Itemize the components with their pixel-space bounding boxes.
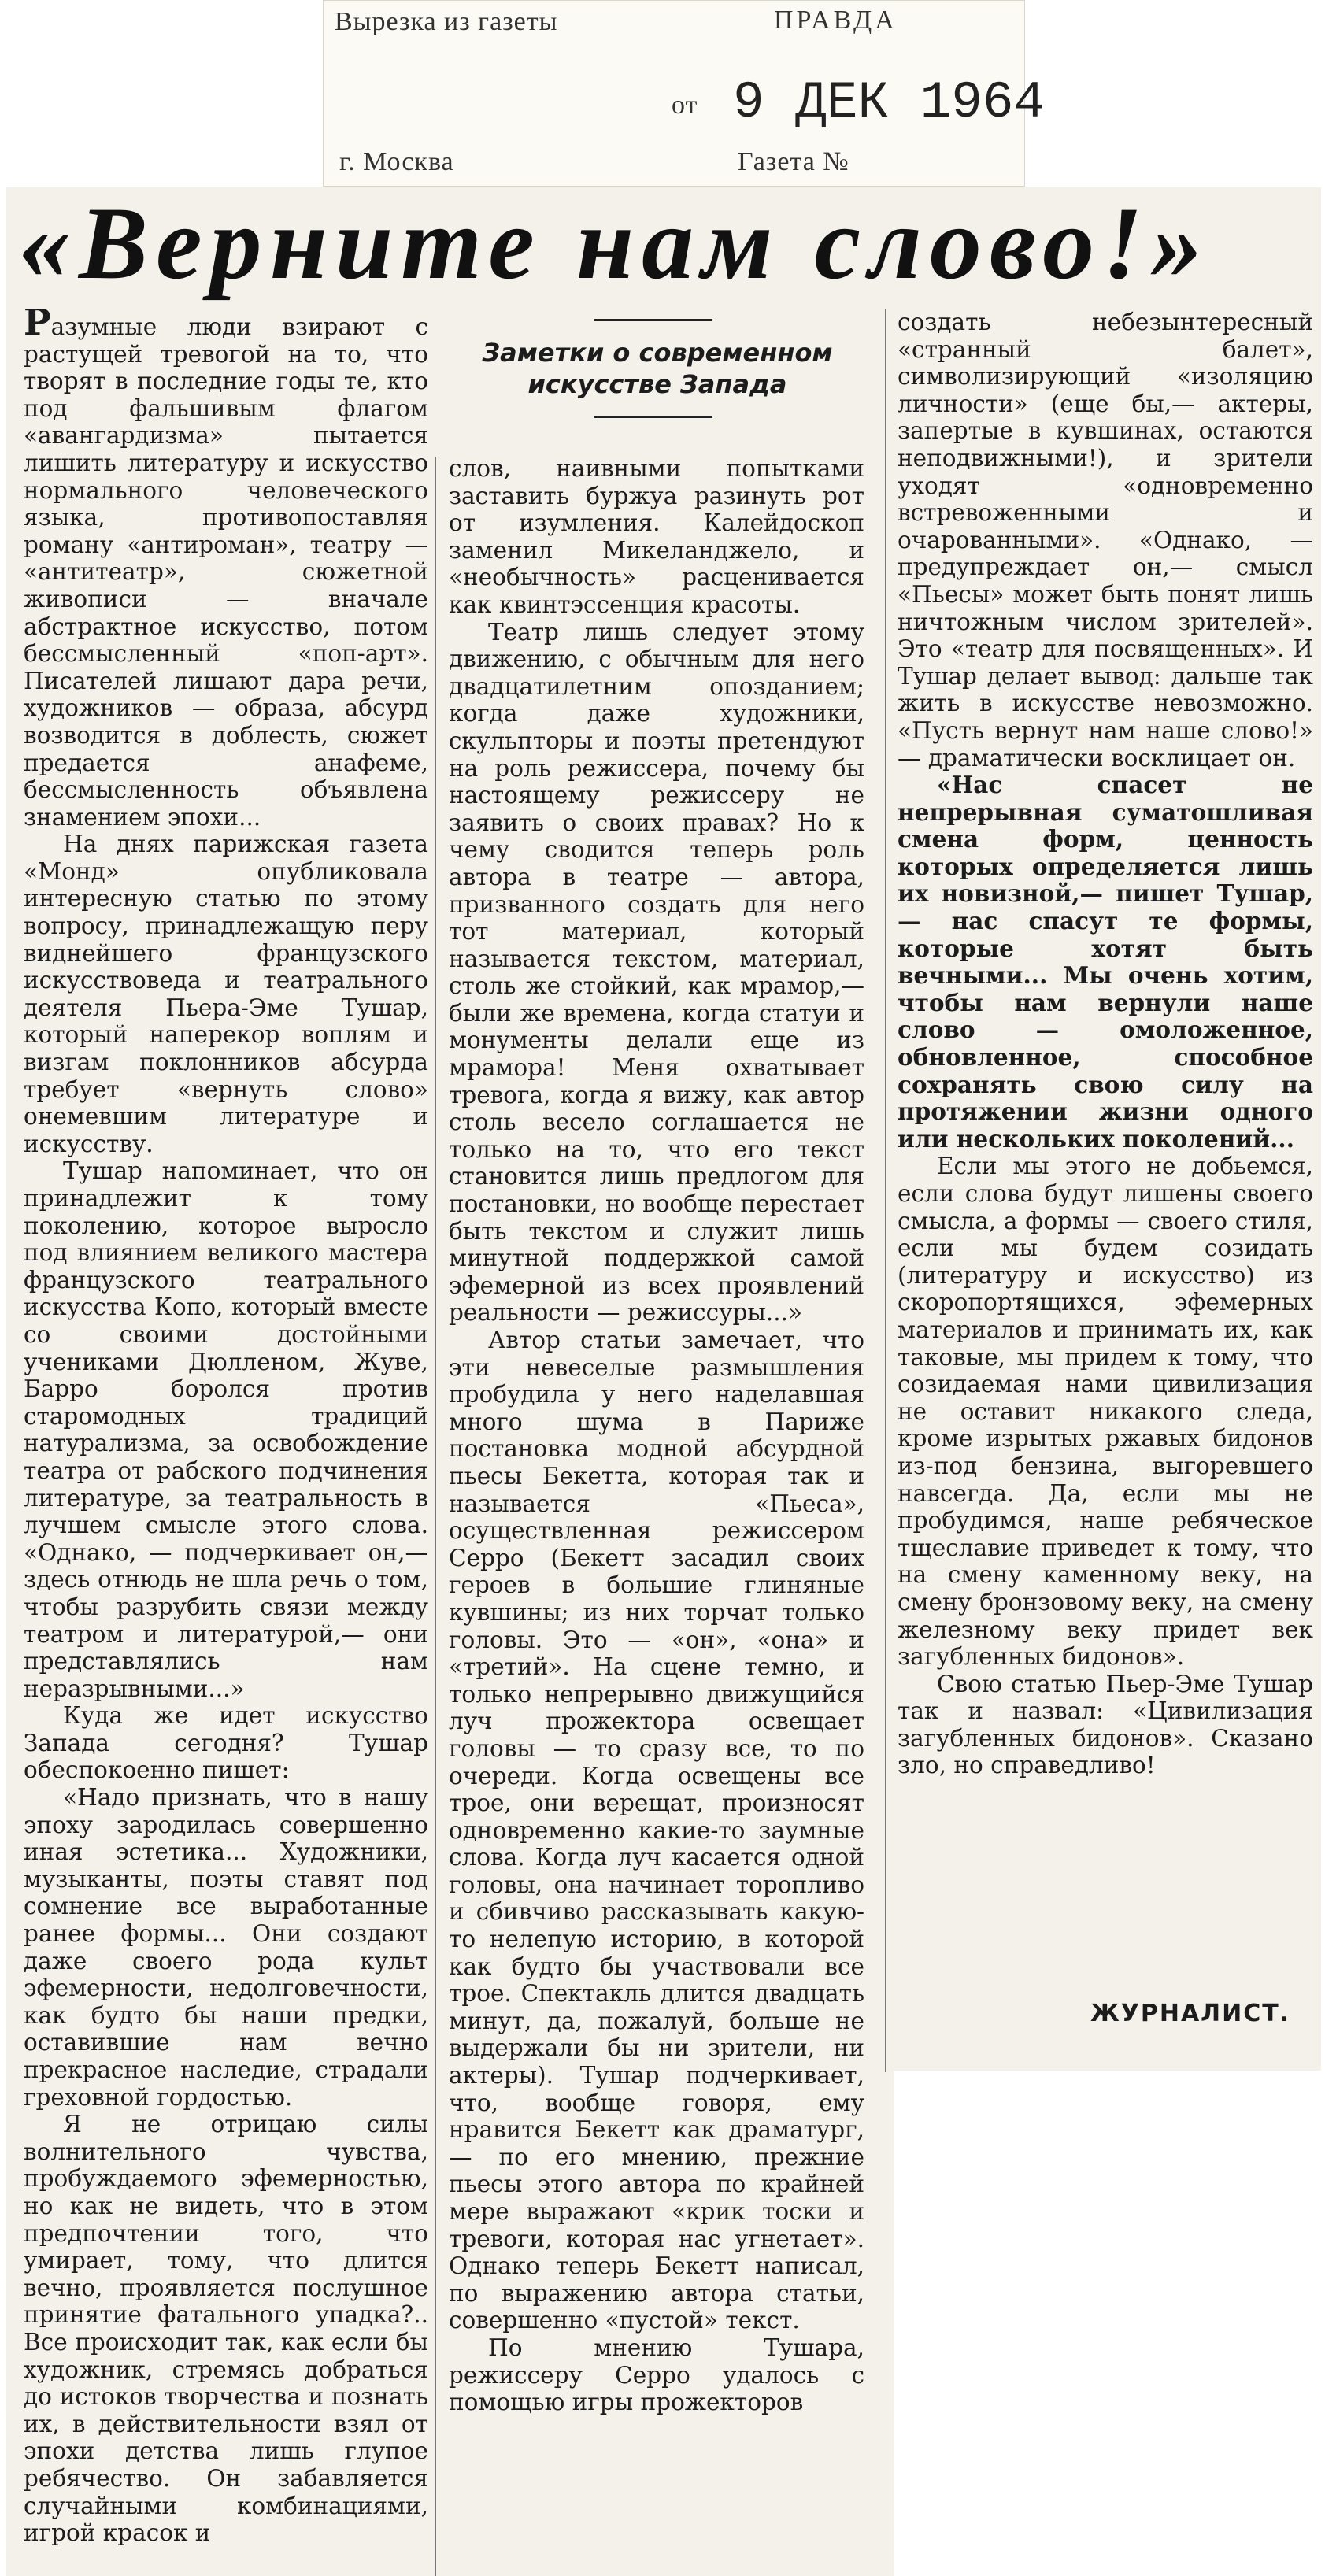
blank-area (894, 2071, 1325, 2576)
article-title: «Верните нам слово!» (19, 185, 1211, 301)
clipping-label (323, 0, 1046, 187)
paragraph: «Надо признать, что в нашу эпоху зародилась совершенно иная эстетика... Художники, музыканты, поэты ставят под сомнение все выработанные ранее формы... Они создают даже своего рода культ эфемерности, недолговечности, как будто бы наши предки, оставившие нам вечно прекрасное наследие, страдали греховной гордостью. (24, 1784, 428, 2111)
paragraph: Свою статью Пьер-Эме Тушар так и назвал: «Цивилизация загубленных бидонов». Сказано зло, но справедливо! (898, 1670, 1313, 1779)
paragraph: создать небезынтересный «странный балет», символизирующий «изоляцию личности» (еще бы,— актеры, запертые в кувшинах, остаются неподвижными!), и зрители уходят «одновременно встревоженными и очарованными». «Однако, — предупреждает он,— смысл «Пьесы» может быть понят лишь ничтожным числом зрителей». Это «театр для посвященных». И Тушар делает вывод: дальше так жить в искусстве невозможно. «Пусть вернут нам наше слово!» — драматически восклицает он. (898, 309, 1313, 772)
author-signature: ЖУРНАЛИСТ. (1090, 2000, 1291, 2027)
paragraph: Если мы этого не добьемся, если слова будут лишены своего смысла, а формы — своего стиля, если мы будем созидать (литературу и искусство) из скоропортящихся, эфемерных материалов и принимать их, как таковые, мы придем к тому, что созидаемая нами цивилизация не оставит никакого следа, кроме изрытых ржавых бидонов из-под бензина, выгоревшего навсегда. Да, если мы не пробудимся, наше ребяческое тщеславие приведет к тому, что на смену каменному веку, на смену бронзовому веку, на смену железному веку придет век загубленных бидонов». (898, 1153, 1313, 1671)
newspaper-name: ПРАВДА (774, 6, 898, 35)
paragraph: Тушар напоминает, что он принадлежит к тому поколению, которое выросло под влиянием великого мастера французского театрального искусства Копо, который вместе со своими достойными учениками Дюлленом, Жуве, Барро боролся против старомодных традиций натурализма, за освобождение театра от рабского подчинения литературе, за театральность в лучшем смысле этого слова. «Однако, — подчеркивает он,— здесь отнюдь не шла речь о том, чтобы разрубить связи между театром и литературой,— они представлялись нам неразрывными...» (24, 1157, 428, 1702)
column-divider (885, 309, 886, 2072)
paragraph: Автор статьи замечает, что эти невеселые размышления пробудила у него наделавшая много шума в Париже постановка модной абсурдной пьесы Бекетта, которая так и называется «Пьеса», осуществленная режиссером Серро (Бекетт засадил своих героев в большие глиняные кувшины; из них торчат только головы. Это — «он», «она» и «третий». На сцене темно, и только непрерывно движущийся луч прожектора освещает головы — то сразу все, то по очереди. Когда освещены все трое, они верещат, произносят одновременно какие-то заумные слова. Когда луч касается одной головы, она начинает торопливо и сбивчиво рассказывать какую-то нелепую историю, в которой как будто бы участвовали все трое. Спектакль длится двадцать минут, да, пожалуй, больше не выдержали бы ни зрители, ни актеры). Тушар подчеркивает, что, вообще говоря, ему нравится Бекетт как драматург,— по его мнению, прежние пьесы этого автора по крайней мере выражают «крик тоски и тревоги, которая нас угнетает». Однако теперь Бекетт написал, по выражению автора статьи, совершенно «пустой» текст. (449, 1327, 864, 2334)
paragraph: слов, наивными попытками заставить буржуа разинуть рот от изумления. Калейдоскоп заменил Микеланджело, и «необычность» расценивается как квинтэссенция красоты. (449, 455, 864, 618)
article-column-2 (449, 455, 864, 2576)
paragraph: Театр лишь следует этому движению, с обычным для него двадцатилетним опозданием; когда даже художники, скульпторы и поэты претендуют на роль режиссера, почему бы настоящему режиссеру не заявить о своих правах? Но к чему сводится теперь роль автора в театре — автора, призванного создать для него тот материал, который называется текстом, материал, столь же стойкий, как мрамор,— были же времена, когда статуи и монументы делали еще из мрамора! Меня охватывает тревога, когда я вижу, как автор столь весело соглашается не только на то, что его текст становится лишь предлогом для постановки, но вообще перестает быть текстом и служит лишь минутной поддержкой самой эфемерной из всех проявлений реальности — режиссуры...» (449, 618, 864, 1327)
paragraph: По мнению Тушара, режиссеру Серро удалось с помощью игры прожекторов (449, 2334, 864, 2416)
paragraph: На днях парижская газета «Монд» опубликовала интересную статью по этому вопросу, принадлежащую перу виднейшего французского искусствоведа и театрального деятеля Пьера-Эме Тушар, который наперекор воплям и визгам поклонников абсурда требует «вернуть слово» онемевшим литературе и искусству. (24, 831, 428, 1157)
paragraph: Я не отрицаю силы волнительного чувства, пробуждаемого эфемерностью, но как не видеть, что в этом предпочтении того, что умирает, тому, что длится вечно, проявляется послушное принятие фатального упадка?.. Все происходит так, как если бы художник, стремясь добраться до истоков творчества и познать их, в действительности взял от эпохи детства лишь глупое ребячество. Он забавляется случайными комбинациями, игрой красок и (24, 2111, 428, 2547)
column-divider (435, 457, 436, 2576)
paragraph: Разумные люди взирают с растущей тревогой на то, что творят в последние годы те, кто под фальшивым флагом «авангардизма» пытается лишить литературу и искусство нормального человеческого языка, противопоставляя роману «антироман», театру — «антитеатр», сюжетной живописи — вначале абстрактное искусство, потом бессмысленный «поп-арт». Писателей лишают дара речи, художников — образа, абсурд возводится в доблесть, сюжет предается анафеме, бессмысленность объявлена знамением эпохи... (24, 309, 428, 831)
city-label: г. Москва (339, 147, 454, 176)
subtitle-rule-bottom (594, 416, 712, 418)
paragraph: «Нас спасет не непрерывная суматошливая смена форм, ценность которых определяется лишь их новизной,— пишет Тушар,— нас спасут те формы, которые хотят быть вечными... Мы очень хотим, чтобы нам вернули наше слово — омоложенное, обновленное, способное сохранять свою силу на протяжении жизни одного или нескольких поколений... (898, 771, 1313, 1153)
date-prefix: от (672, 91, 698, 120)
clipping-label-text: Вырезка из газеты (335, 7, 558, 36)
article-column-1 (24, 309, 428, 2576)
subtitle-rule-top (594, 319, 712, 321)
issue-label: Газета № (738, 147, 849, 176)
article-subtitle: Заметки о современном искусстве Запада (482, 338, 833, 399)
article-column-3 (898, 309, 1313, 1993)
paragraph: Куда же идет искусство Запада сегодня? Тушар обеспокоенно пишет: (24, 1702, 428, 1784)
date-stamp: 9 ДЕК 1964 (733, 73, 1046, 132)
